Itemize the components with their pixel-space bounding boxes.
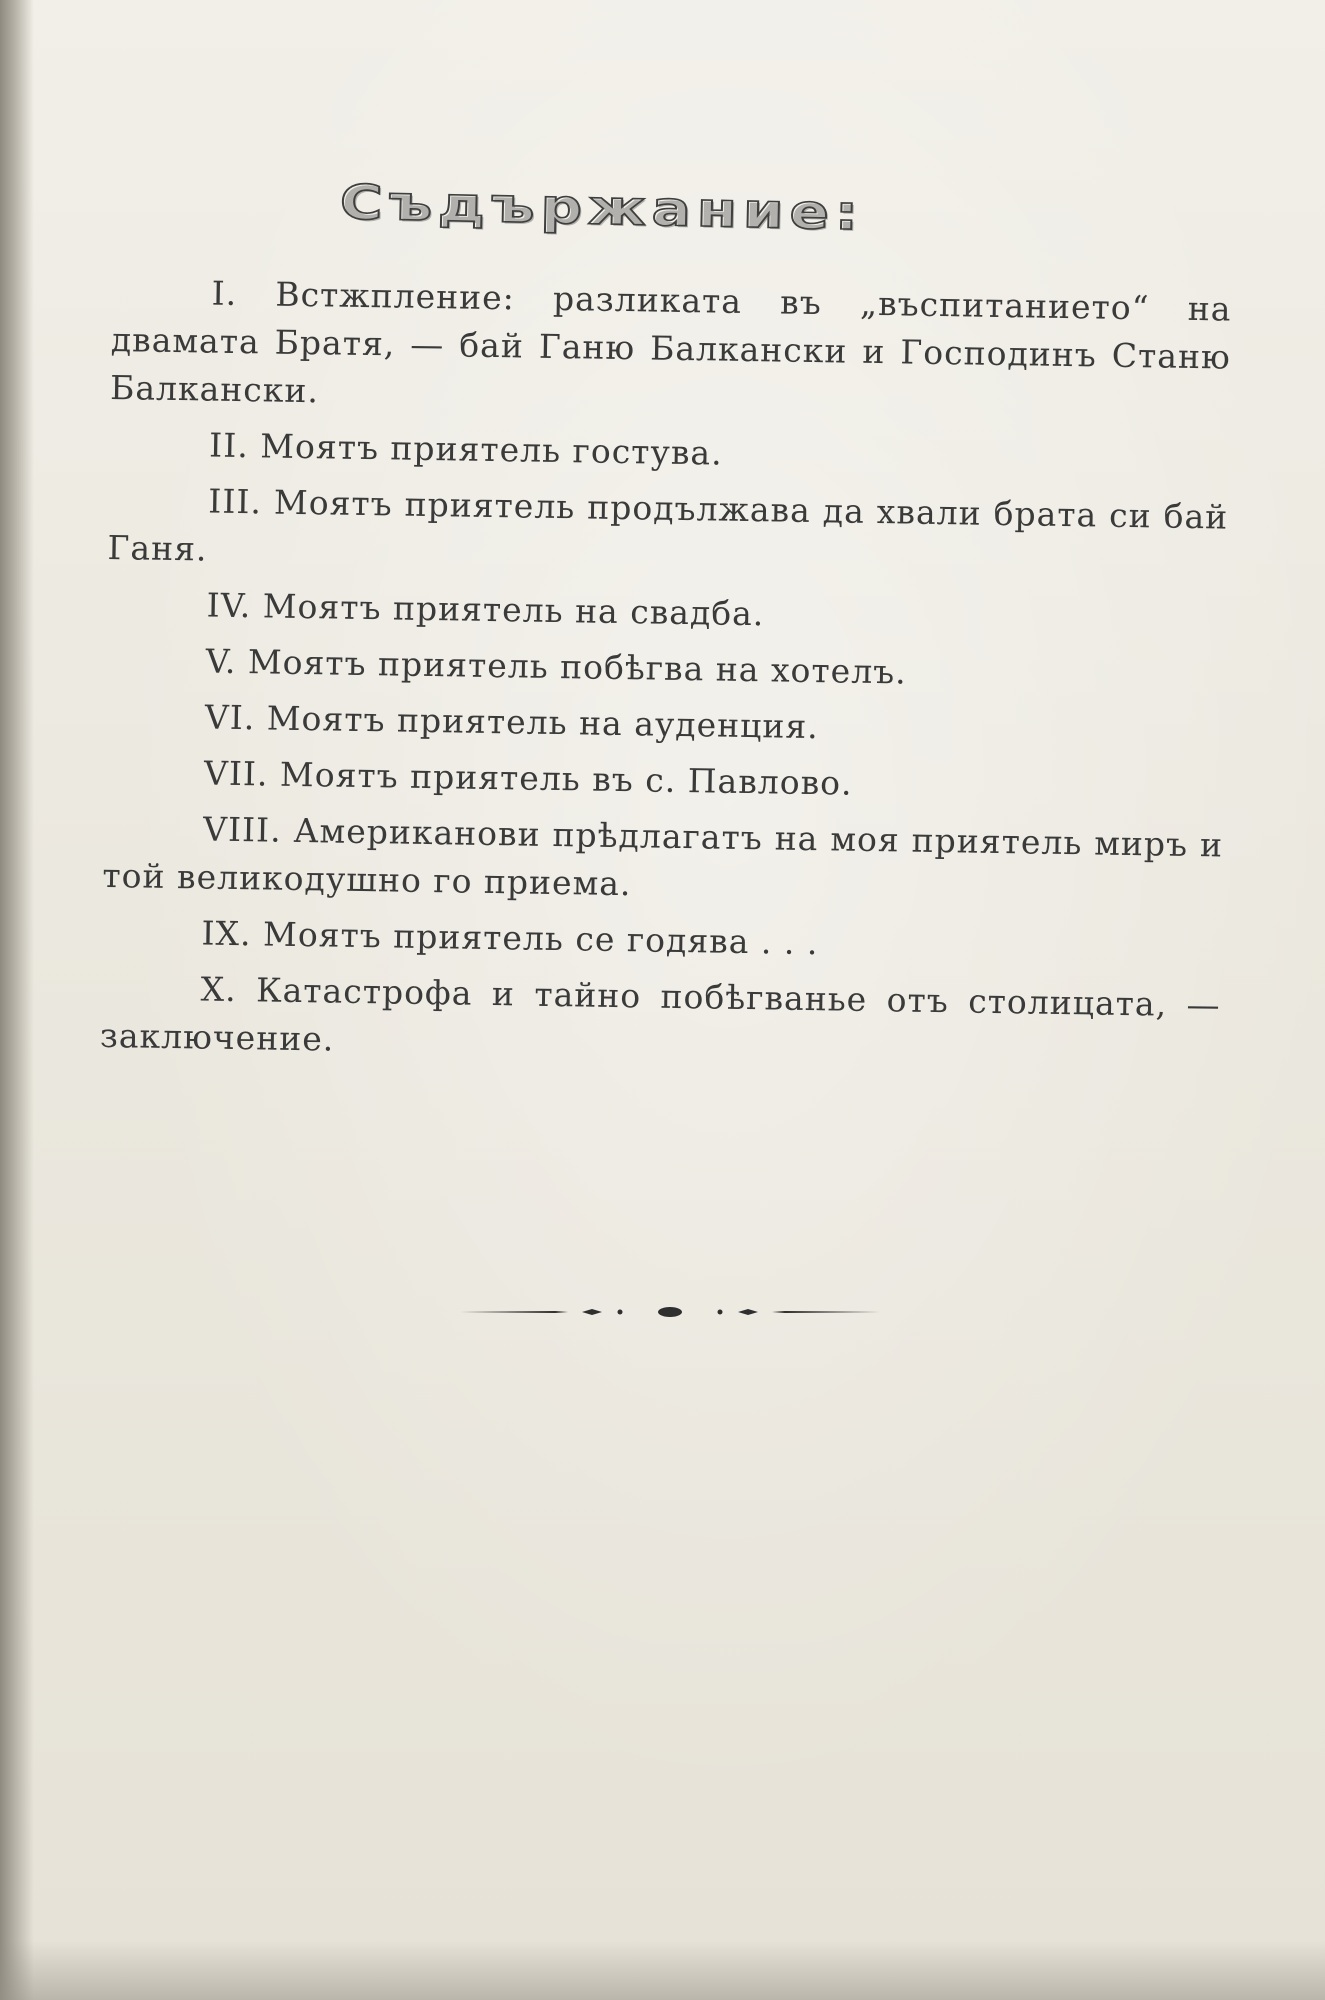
toc-entry-6 [105,692,1226,758]
toc-entry-text: Моятъ приятель продължава да хвали брата си бай Ганя. [107,482,1229,569]
toc-entry-3 [107,476,1228,590]
toc-entry-number: IV. [206,585,252,626]
toc-entry-number: VIII. [202,809,282,850]
toc-entry-number: X. [200,969,237,1010]
toc-entry-number: V. [205,641,237,682]
table-of-contents [99,268,1231,1085]
toc-entry-9 [101,908,1222,974]
toc-entry-text: Моятъ приятель въ с. Павлово. [279,754,853,803]
toc-entry-1 [110,268,1232,430]
page-title: Съдържание: [339,174,865,241]
toc-entry-text: Моятъ приятель гостува. [259,426,723,473]
spine-shadow [0,0,34,2000]
toc-entry-number: II. [208,425,250,466]
toc-entry-4 [106,580,1227,646]
toc-entry-7 [104,748,1225,814]
toc-entry-2 [109,420,1230,486]
toc-entry-5 [105,636,1226,702]
page-bottom-shadow [0,1940,1325,2000]
toc-entry-text: Моятъ приятель се годява . . . [262,914,819,963]
toc-entry-number: III. [208,481,263,522]
toc-entry-number: VII. [203,753,269,794]
toc-entry-text: Моятъ приятель побѣгва на хотелъ. [247,642,908,692]
toc-entry-text: Катастрофа и тайно побѣгванье отъ столицата, — заключение. [99,970,1221,1059]
typographic-divider-ornament-icon [460,1300,880,1324]
toc-entry-number: I. [211,273,238,313]
toc-entry-text: Американови прѣдлагатъ на моя приятель миръ и той великодушно го приема. [102,810,1224,904]
toc-entry-10 [100,964,1221,1078]
toc-entry-number: IX. [201,913,252,954]
toc-entry-text: Моятъ приятель на ауденция. [266,698,820,747]
toc-entry-8 [102,804,1223,918]
toc-entry-text: Встжпление: разликата въ „въспитанието“ на двамата Братя, — бай Ганю Балкански и Господинъ Станю Балкански. [109,274,1232,411]
toc-entry-text: Моятъ приятель на свадба. [262,586,765,634]
toc-entry-number: VI. [204,697,256,738]
